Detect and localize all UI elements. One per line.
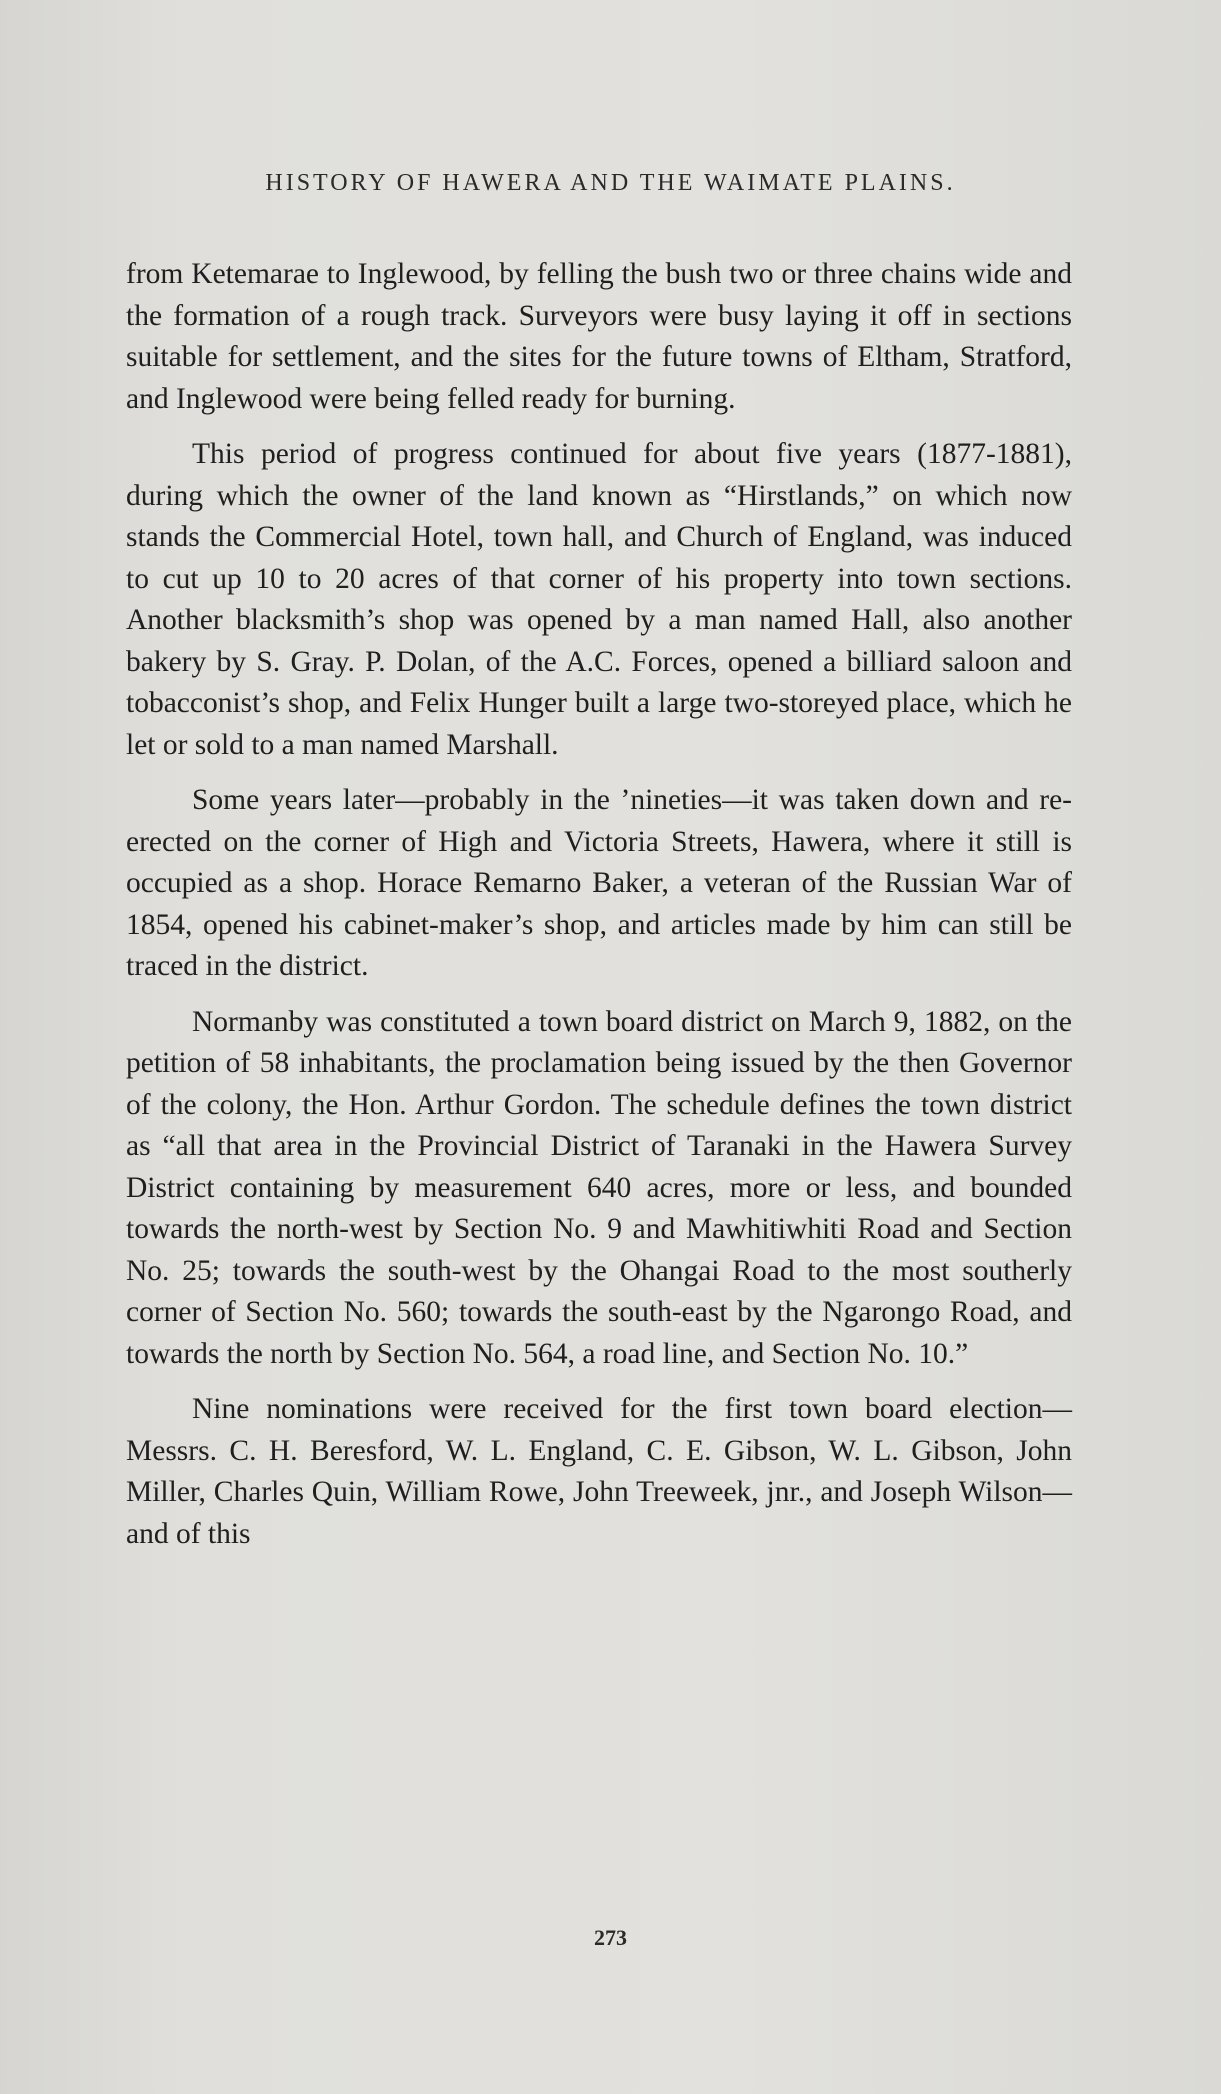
- paragraph-4: Normanby was constituted a town board district on March 9, 1882, on the petition of 58 inhabitants, the proclamation being issued by the then Governor of the colony, the Hon. Arthur Gordon. The schedule defines the town district as “all that area in the Provincial District of Taranaki in the Hawera Survey District containing by measurement 640 acres, more or less, and bounded towards the north-west by Section No. 9 and Mawhitiwhiti Road and Section No. 25; towards the south-west by the Ohangai Road to the most southerly corner of Section No. 560; towards the south-east by the Ngarongo Road, and towards the north by Section No. 564, a road line, and Section No. 10.”: [126, 1005, 1072, 1370]
- running-head: HISTORY OF HAWERA AND THE WAIMATE PLAINS.: [265, 170, 956, 196]
- body-text: [126, 254, 1072, 1569]
- paragraph-1: from Ketemarae to Inglewood, by felling the bush two or three chains wide and the formation of a rough track. Surveyors were busy laying it off in sections suitable for settlement, and the sites for the future towns of Eltham, Stratford, and Inglewood were being felled ready for burning.: [126, 258, 1072, 415]
- page-number: 273: [594, 1925, 627, 1950]
- paragraph-5: Nine nominations were received for the first town board election—Messrs. C. H. Beresford, W. L. England, C. E. Gibson, W. L. Gibson, John Miller, Charles Quin, William Rowe, John Treeweek, jnr., and Joseph Wilson—and of this: [126, 1393, 1072, 1550]
- paragraph-3: Some years later—probably in the ’nineties—it was taken down and re-erected on the corner of High and Victoria Streets, Hawera, where it still is occupied as a shop. Horace Remarno Baker, a veteran of the Russian War of 1854, opened his cabinet-maker’s shop, and articles made by him can still be traced in the district.: [126, 784, 1072, 982]
- paragraph-2: This period of progress continued for about five years (1877-1881), during which the owner of the land known as “Hirstlands,” on which now stands the Commercial Hotel, town hall, and Church of England, was induced to cut up 10 to 20 acres of that corner of his property into town sections. Another blacksmith’s shop was opened by a man named Hall, also another bakery by S. Gray. P. Dolan, of the A.C. Forces, opened a billiard saloon and tobacconist’s shop, and Felix Hunger built a large two-storeyed place, which he let or sold to a man named Marshall.: [126, 438, 1072, 761]
